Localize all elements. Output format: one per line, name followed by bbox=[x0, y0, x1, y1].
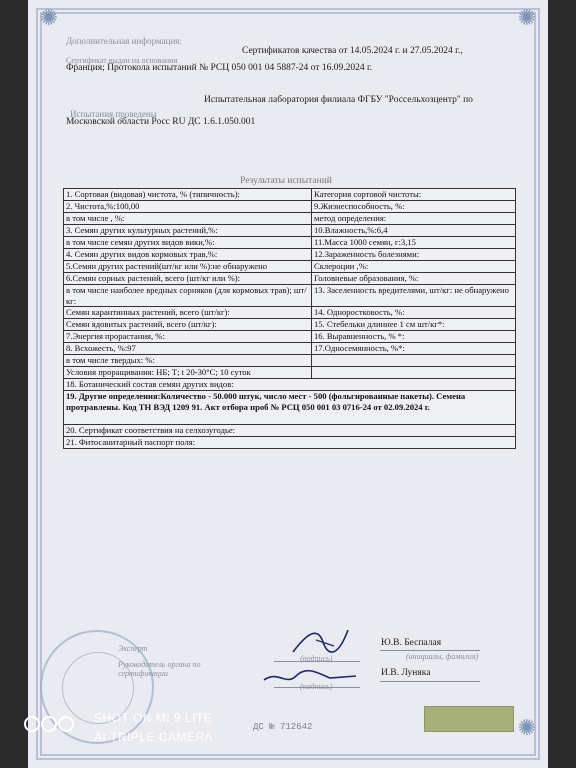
table-row bbox=[64, 307, 516, 319]
lab-line2: Московской области Росс RU ДС 1.6.1.050.001 bbox=[66, 117, 256, 127]
table-cell-right: метод определения: bbox=[312, 213, 516, 225]
table-cell-right: Головневые образования, %: bbox=[312, 273, 516, 285]
table-row bbox=[64, 343, 516, 355]
registration-stamp bbox=[424, 706, 514, 732]
table-cell-right: Категория сортовой чистоты: bbox=[312, 189, 516, 201]
additional-info-line1: Сертификатов качества от 14.05.2024 г. и 27.05.2024 г., bbox=[242, 46, 463, 56]
table-row bbox=[64, 249, 516, 261]
additional-info-line2: Франция; Протокола испытаний № РСЦ 050 001 04 5887-24 от 16.09.2024 г. bbox=[66, 63, 373, 73]
table-row bbox=[64, 225, 516, 237]
serial-number: ДС № 712642 bbox=[253, 722, 313, 732]
corner-ornament-icon: ✺ bbox=[39, 6, 59, 31]
row-18: 18. Ботанический состав семян других видов: bbox=[64, 379, 516, 391]
table-cell-right: 16. Выравненность, % *: bbox=[312, 331, 516, 343]
table-cell-right: 17.Односемянность, %*: bbox=[312, 343, 516, 355]
table-cell-left: Условия проращивания: НБ; Т; t 20-30°С; 10 суток bbox=[64, 367, 312, 379]
table-cell-right: 11.Масса 1000 семян, г:3,15 bbox=[312, 237, 516, 249]
initials-hint: (инициалы, фамилия) bbox=[406, 652, 479, 661]
table-row bbox=[64, 319, 516, 331]
table-cell-left: 5.Семян других растений(шт/кг или %):не обнаружено bbox=[64, 261, 312, 273]
table-cell-right: 9.Жизнеспособность, %: bbox=[312, 201, 516, 213]
table-cell-left: 3. Семян других культурных растений,%: bbox=[64, 225, 312, 237]
expert-name: Ю.В. Беспалая bbox=[381, 638, 442, 648]
row-20: 20. Сертификат соответствия на селхозугодье: bbox=[64, 425, 516, 437]
camera-dots-icon bbox=[24, 716, 75, 737]
table-cell-right: 12.Зараженность болезнями: bbox=[312, 249, 516, 261]
table-row bbox=[64, 391, 516, 425]
table-cell-left: 8. Всхожесть, %:97 bbox=[64, 343, 312, 355]
table-cell-left: 1. Сортовая (видовая) чистота, % (типичность): bbox=[64, 189, 312, 201]
table-cell-right: Склероции ,%: bbox=[312, 261, 516, 273]
table-row bbox=[64, 201, 516, 213]
camera-watermark-line2: AI TRIPLE CAMERA bbox=[94, 730, 214, 744]
tests-label: Испытания проведены bbox=[70, 109, 157, 119]
table-cell-right: 10.Влажность,%:6,4 bbox=[312, 225, 516, 237]
signature-hint: (подпись) bbox=[300, 654, 333, 663]
table-cell-left: в том числе семян других видов вики,%: bbox=[64, 237, 312, 249]
table-cell-left: 6.Семян сорных растений, всего (шт/кг или %): bbox=[64, 273, 312, 285]
table-cell-left: Семян ядовитых растений, всего (шт/кг): bbox=[64, 319, 312, 331]
camera-watermark-line1: SHOT ON MI 9 LITE bbox=[94, 711, 213, 725]
table-row bbox=[64, 261, 516, 273]
table-row bbox=[64, 213, 516, 225]
table-row bbox=[64, 285, 516, 307]
corner-ornament-icon: ✺ bbox=[517, 716, 537, 741]
table-row bbox=[64, 273, 516, 285]
corner-ornament-icon: ✺ bbox=[517, 6, 537, 31]
table-cell-left: в том числе наиболее вредных сорняков (для кормовых трав); шт/кг: bbox=[64, 285, 312, 307]
table-row bbox=[64, 437, 516, 449]
head-name: И.В. Луняка bbox=[381, 668, 431, 678]
table-row bbox=[64, 237, 516, 249]
table-row bbox=[64, 367, 516, 379]
table-row bbox=[64, 189, 516, 201]
table-cell-left: 2. Чистота,%:100,00 bbox=[64, 201, 312, 213]
results-table bbox=[63, 188, 516, 449]
certificate-sheet bbox=[28, 0, 548, 768]
faded-basis-label: Сертификат выдан на основании bbox=[66, 56, 178, 65]
additional-info-label: Дополнительная информация: bbox=[66, 36, 182, 46]
head-label: Руководитель органа по сертификации bbox=[118, 660, 201, 678]
table-cell-right bbox=[312, 367, 516, 379]
table-row bbox=[64, 331, 516, 343]
table-cell-left: Семян карантинных растений, всего (шт/кг): bbox=[64, 307, 312, 319]
results-header: Результаты испытаний bbox=[240, 176, 332, 186]
row-19: 19. Другие определения:Количество - 50.000 штук, число мест - 500 (фольгированные пакеты). Семена протравлены. Код ТН ВЭД 1209 91. Акт отбора проб № РСЦ 050 001 03 0716-24 от 02.09.2024 г. bbox=[64, 391, 516, 425]
table-row bbox=[64, 425, 516, 437]
table-cell-right: 13. Заселенность вредителями, шт/кг: не обнаружено bbox=[312, 285, 516, 307]
signature-hint: (подпись) bbox=[300, 682, 333, 691]
row-21: 21. Фитосанитарный паспорт поля: bbox=[64, 437, 516, 449]
lab-line1: Испытательная лаборатория филиала ФГБУ "Россельхозцентр" по bbox=[204, 95, 473, 105]
table-cell-right: 15. Стебельки длиннее 1 см шт/кг*: bbox=[312, 319, 516, 331]
table-cell-left: в том числе твердых: %: bbox=[64, 355, 312, 367]
expert-label: Эксперт bbox=[118, 644, 148, 653]
table-cell-left: в том числе , %: bbox=[64, 213, 312, 225]
table-cell-left: 7.Энергия прорастания, %: bbox=[64, 331, 312, 343]
table-cell-right: 14. Одноростковость, %: bbox=[312, 307, 516, 319]
table-cell-right bbox=[312, 355, 516, 367]
table-row bbox=[64, 379, 516, 391]
table-cell-left: 4. Семян других видов кормовых трав,%: bbox=[64, 249, 312, 261]
table-row bbox=[64, 355, 516, 367]
